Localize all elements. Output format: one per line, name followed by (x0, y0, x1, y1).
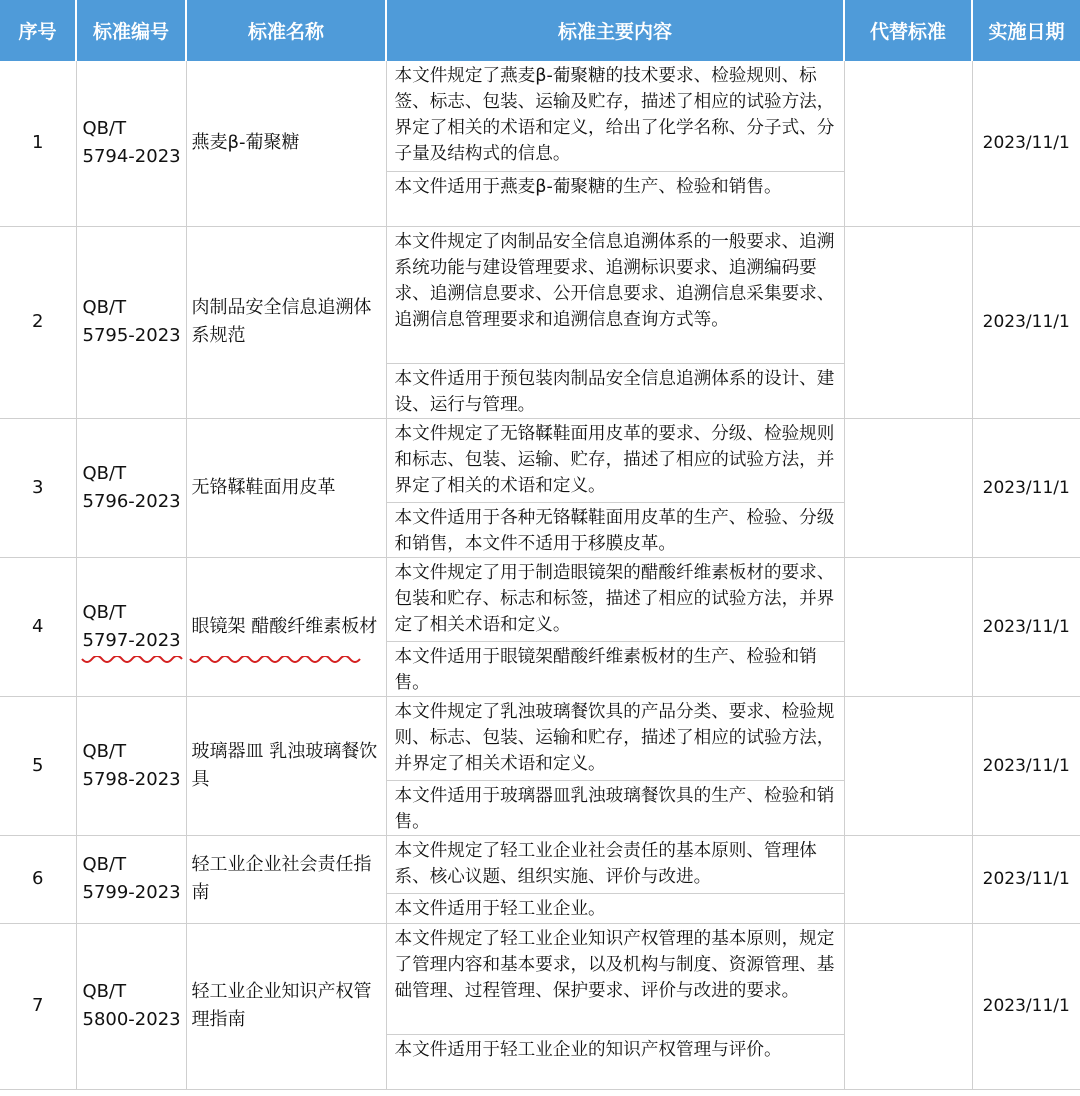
replaced-standard-cell (844, 696, 972, 835)
main-content-cell (386, 557, 844, 696)
standard-name-cell: 轻工业企业社会责任指南 (186, 835, 386, 923)
main-content-cell (386, 226, 844, 418)
standard-code-cell (76, 557, 186, 696)
main-content-cell (386, 835, 844, 923)
spellcheck-squiggle-code (80, 656, 185, 666)
implementation-date-cell: 2023/11/1 (972, 61, 1080, 226)
standard-name-cell: 肉制品安全信息追溯体系规范 (186, 226, 386, 418)
serial-number-cell: 5 (0, 696, 76, 835)
content-applicability-paragraph: 本文件适用于预包装肉制品安全信息追溯体系的设计、建设、运行与管理。 (394, 368, 835, 415)
standard-code-number: 5798-2023 (82, 768, 181, 790)
main-content-cell (386, 61, 844, 226)
standard-code-cell (76, 226, 186, 418)
standard-code-prefix: QB/T (82, 118, 127, 140)
content-scope-paragraph: 本文件规定了轻工业企业知识产权管理的基本原则，规定了管理内容和基本要求，以及机构与制度、资源管理、基础管理、过程管理、保护要求、评价与改进的要求。 (387, 924, 844, 1035)
content-scope-paragraph: 本文件规定了燕麦β-葡聚糖的技术要求、检验规则、标签、标志、包装、运输及贮存，描述了相应的试验方法，界定了相关的术语和定义，给出了化学名称、分子式、分子量及结构式的信息。 (387, 61, 844, 172)
standard-code-prefix: QB/T (82, 297, 127, 318)
standard-code-cell (76, 696, 186, 835)
table-row (0, 696, 1080, 835)
serial-number-cell: 1 (0, 61, 76, 226)
serial-number-cell: 2 (0, 226, 76, 418)
serial-number-cell: 7 (0, 923, 76, 1089)
serial-number-cell: 4 (0, 557, 76, 696)
table-row (0, 61, 1080, 226)
standard-code-number: 5800-2023 (82, 1009, 181, 1030)
standard-code-number: 5796-2023 (82, 490, 181, 512)
table-row (0, 418, 1080, 557)
standard-code-number: 5795-2023 (82, 325, 181, 346)
content-applicability-paragraph: 本文件适用于轻工业企业的知识产权管理与评价。 (394, 1039, 782, 1060)
standard-code-cell (76, 61, 186, 226)
standard-code-cell (76, 835, 186, 923)
implementation-date-cell: 2023/11/1 (972, 923, 1080, 1089)
main-content-cell (386, 696, 844, 835)
replaced-standard-cell (844, 557, 972, 696)
table-row (0, 835, 1080, 923)
implementation-date-cell: 2023/11/1 (972, 557, 1080, 696)
standard-code-number: 5799-2023 (82, 882, 181, 903)
content-scope-paragraph: 本文件规定了肉制品安全信息追溯体系的一般要求、追溯系统功能与建设管理要求、追溯标识要求、追溯编码要求、追溯信息要求、公开信息要求、追溯信息采集要求、追溯信息管理要求和追溯信息查询方式等。 (387, 227, 844, 364)
content-applicability-paragraph: 本文件适用于玻璃器皿乳浊玻璃餐饮具的生产、检验和销售。 (394, 785, 835, 832)
standard-code-prefix: QB/T (82, 462, 127, 484)
serial-number-cell: 3 (0, 418, 76, 557)
standard-code-number: 5797-2023 (82, 629, 181, 651)
implementation-date-cell: 2023/11/1 (972, 226, 1080, 418)
table-header-row (0, 0, 1080, 61)
replaced-standard-cell (844, 61, 972, 226)
implementation-date-cell: 2023/11/1 (972, 835, 1080, 923)
content-scope-paragraph: 本文件规定了轻工业企业社会责任的基本原则、管理体系、核心议题、组织实施、评价与改进。 (387, 836, 844, 894)
implementation-date-cell: 2023/11/1 (972, 418, 1080, 557)
replaced-standard-cell (844, 418, 972, 557)
standard-name-cell: 玻璃器皿 乳浊玻璃餐饮具 (186, 696, 386, 835)
header-standard-code: 标准编号 (76, 0, 186, 61)
replaced-standard-cell (844, 835, 972, 923)
standard-code-cell (76, 418, 186, 557)
replaced-standard-cell (844, 923, 972, 1089)
replaced-standard-cell (844, 226, 972, 418)
serial-number-cell: 6 (0, 835, 76, 923)
content-applicability-paragraph: 本文件适用于燕麦β-葡聚糖的生产、检验和销售。 (394, 177, 782, 197)
header-implementation-date: 实施日期 (972, 0, 1080, 61)
implementation-date-cell: 2023/11/1 (972, 696, 1080, 835)
standard-name-cell: 轻工业企业知识产权管理指南 (186, 923, 386, 1089)
main-content-cell (386, 418, 844, 557)
spellcheck-squiggle-name (188, 656, 368, 666)
content-applicability-paragraph: 本文件适用于眼镜架醋酸纤维素板材的生产、检验和销售。 (394, 646, 817, 693)
standard-code-number: 5794-2023 (82, 146, 181, 168)
content-applicability-paragraph: 本文件适用于轻工业企业。 (394, 898, 606, 919)
standard-code-cell (76, 923, 186, 1089)
table-row (0, 226, 1080, 418)
content-scope-paragraph: 本文件规定了无铬鞣鞋面用皮革的要求、分级、检验规则和标志、包装、运输、贮存，描述了相应的试验方法，并界定了相关的术语和定义。 (387, 419, 844, 503)
header-replaced-standard: 代替标准 (844, 0, 972, 61)
standard-name-cell: 无铬鞣鞋面用皮革 (186, 418, 386, 557)
standard-code-prefix: QB/T (82, 740, 127, 762)
content-scope-paragraph: 本文件规定了用于制造眼镜架的醋酸纤维素板材的要求、包装和贮存、标志和标签，描述了相应的试验方法，并界定了相关术语和定义。 (387, 558, 844, 642)
main-content-cell (386, 923, 844, 1089)
header-main-content: 标准主要内容 (386, 0, 844, 61)
table-row (0, 923, 1080, 1089)
content-scope-paragraph: 本文件规定了乳浊玻璃餐饮具的产品分类、要求、检验规则、标志、包装、运输和贮存，描述了相应的试验方法，并界定了相关术语和定义。 (387, 697, 844, 781)
content-applicability-paragraph: 本文件适用于各种无铬鞣鞋面用皮革的生产、检验、分级和销售，本文件不适用于移膜皮革。 (394, 507, 835, 554)
standard-code-prefix: QB/T (82, 601, 127, 623)
standard-code-prefix: QB/T (82, 854, 127, 875)
table-row (0, 557, 1080, 696)
header-serial-number: 序号 (0, 0, 76, 61)
standard-name-cell: 眼镜架 醋酸纤维素板材 (186, 557, 386, 696)
standard-name-cell: 燕麦β-葡聚糖 (186, 61, 386, 226)
header-standard-name: 标准名称 (186, 0, 386, 61)
standard-code-prefix: QB/T (82, 981, 127, 1002)
